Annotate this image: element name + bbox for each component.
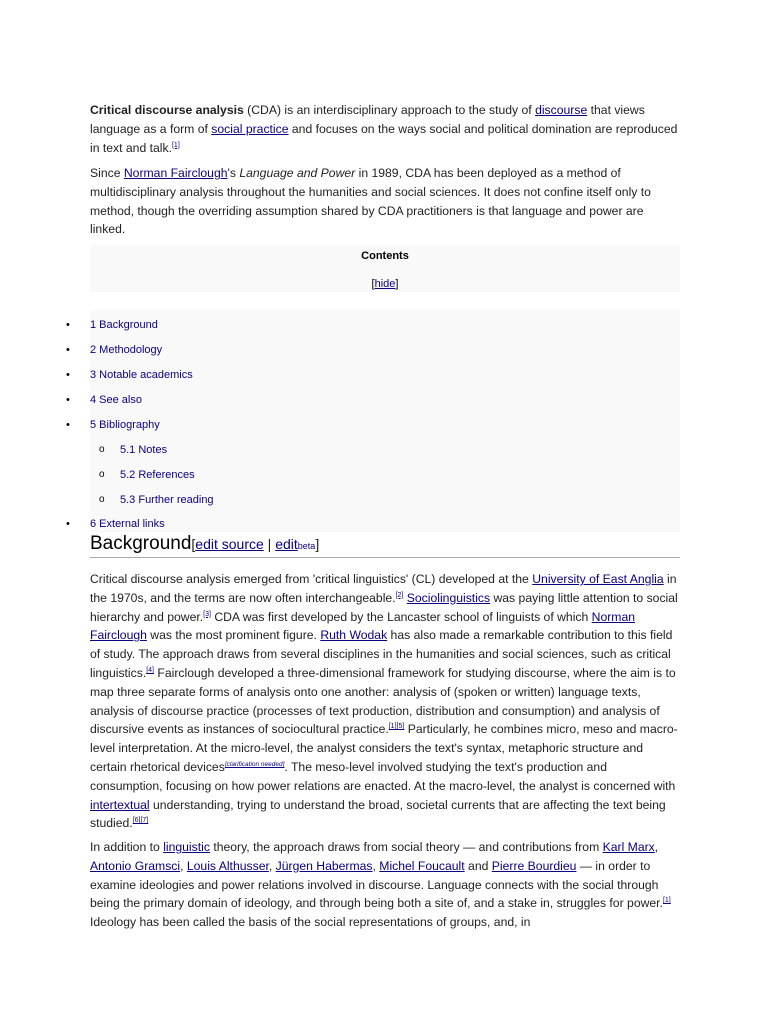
toc-item-bibliography[interactable]: 5 Bibliography bbox=[90, 419, 160, 431]
link-linguistic[interactable]: linguistic bbox=[163, 840, 210, 854]
link-karl-marx[interactable]: Karl Marx bbox=[602, 840, 655, 854]
text: 's bbox=[227, 166, 240, 180]
bracket-open: [ bbox=[371, 278, 375, 290]
citation-1b[interactable]: [1] bbox=[662, 897, 671, 905]
citation-2[interactable]: [2] bbox=[395, 591, 404, 599]
text: that views language as a form of bbox=[90, 103, 645, 136]
edit-links bbox=[191, 536, 319, 552]
text: in the 1970s, and the terms are now often interchangeable. bbox=[90, 572, 677, 605]
toc-item-notable-academics[interactable]: 3 Notable academics bbox=[90, 369, 193, 381]
citation-4[interactable]: [4] bbox=[146, 666, 155, 674]
list-bullet: • bbox=[66, 419, 70, 431]
background-paragraph-2 bbox=[90, 838, 680, 932]
text: has also made a remarkable contribution to this field of study. The approach draws from several disciplines in the humanities and social sciences, such as critical linguistics. bbox=[90, 628, 673, 680]
link-norman-fairclough-2[interactable]: Norman Fairclough bbox=[90, 609, 636, 643]
bracket-close: ] bbox=[395, 278, 399, 290]
link-michel-foucault[interactable]: Michel Foucault bbox=[379, 858, 465, 873]
text: In addition to bbox=[90, 840, 164, 854]
background-paragraph-1 bbox=[90, 570, 680, 833]
citation-3[interactable]: [3] bbox=[203, 610, 211, 618]
text: in 1989, CDA has been deployed as a method of multidisciplinary analysis throughout the humanities and social sciences. It does not confine itself only to method, though the overriding assumption shared by CDA practitioners is that language and power are linked. bbox=[90, 166, 651, 237]
toc-title: Contents bbox=[361, 250, 409, 262]
list-bullet: • bbox=[66, 319, 70, 331]
text: . The meso-level involved studying the text's production and consumption, focusing on how power relations are enacted. At the macro-level, the analyst is concerned with bbox=[90, 759, 676, 793]
link-social-practice[interactable]: social practice bbox=[211, 121, 289, 136]
text: understanding, trying to understand the broad, societal currents that are affecting the text being studied. bbox=[90, 797, 666, 831]
toc-hide-control bbox=[90, 278, 680, 290]
separator: | bbox=[263, 536, 276, 552]
citation-1[interactable]: [1] bbox=[171, 141, 180, 149]
list-bullet: • bbox=[66, 369, 70, 381]
text: was paying little attention to social hierarchy and power. bbox=[90, 590, 678, 624]
link-uea[interactable]: University of East Anglia bbox=[532, 572, 664, 586]
list-bullet: • bbox=[66, 344, 70, 356]
citation-6-7[interactable]: [6][7] bbox=[132, 817, 149, 825]
book-title: Language and Power bbox=[239, 166, 356, 180]
edit-link[interactable]: edit bbox=[275, 536, 298, 552]
sub-list-bullet: o bbox=[99, 494, 105, 505]
toc-item-external-links[interactable]: 6 External links bbox=[90, 518, 165, 530]
toc-item-methodology[interactable]: 2 Methodology bbox=[90, 344, 163, 356]
edit-source-link[interactable]: edit source bbox=[195, 536, 264, 552]
intro-paragraph-2 bbox=[90, 164, 680, 239]
toc-item-background[interactable]: 1 Background bbox=[90, 319, 158, 331]
text: , bbox=[372, 858, 380, 873]
beta-label: beta bbox=[297, 541, 316, 551]
text: and bbox=[464, 858, 492, 873]
text: CDA was first developed by the Lancaster school of linguists of which bbox=[210, 609, 592, 624]
link-sociolinguistics[interactable]: Sociolinguistics bbox=[406, 590, 491, 605]
toc-item-references[interactable]: 5.2 References bbox=[120, 469, 195, 481]
link-jurgen-habermas[interactable]: Jürgen Habermas bbox=[275, 858, 373, 873]
link-norman-fairclough[interactable]: Norman Fairclough bbox=[123, 166, 228, 180]
list-bullet: • bbox=[66, 394, 70, 406]
text: and focuses on the ways social and political domination are reproduced in text and talk. bbox=[90, 121, 678, 155]
text: — in order to examine ideologies and power relations involved in discourse. Language connects with the social through being the primary domain of ideology, and through being both a site of, and a stake in, struggles for power. bbox=[90, 858, 663, 911]
intro-paragraph-1 bbox=[90, 101, 680, 157]
text: , bbox=[180, 858, 187, 873]
bracket-open: [ bbox=[191, 536, 196, 552]
toc-item-notes[interactable]: 5.1 Notes bbox=[120, 444, 168, 456]
sub-list-bullet: o bbox=[99, 469, 105, 480]
toc-hide-link[interactable]: hide bbox=[374, 278, 396, 290]
text: was the most prominent figure. bbox=[146, 628, 321, 643]
sub-list-bullet: o bbox=[99, 444, 105, 455]
link-pierre-bourdieu[interactable]: Pierre Bourdieu bbox=[491, 858, 577, 873]
clarification-needed-link[interactable]: [clarification needed] bbox=[224, 760, 285, 768]
link-antonio-gramsci[interactable]: Antonio Gramsci bbox=[90, 858, 181, 873]
bracket-close: ] bbox=[315, 536, 320, 552]
link-louis-althusser[interactable]: Louis Althusser bbox=[186, 858, 269, 873]
text: Critical discourse analysis emerged from 'critical linguistics' (CL) developed at the bbox=[90, 572, 533, 586]
text: , bbox=[654, 840, 659, 854]
link-discourse[interactable]: discourse bbox=[535, 103, 588, 117]
toc-item-see-also[interactable]: 4 See also bbox=[90, 394, 142, 406]
text: theory, the approach draws from social theory — and contributions from bbox=[209, 840, 603, 854]
text: (CDA) is an interdisciplinary approach to the study of bbox=[243, 103, 536, 117]
citation-1-5[interactable]: [1][5] bbox=[388, 723, 405, 731]
list-bullet: • bbox=[66, 518, 70, 530]
term-bold: Critical discourse analysis bbox=[90, 103, 244, 117]
text: Ideology has been called the basis of the social representations of groups, and, in bbox=[90, 915, 531, 930]
link-ruth-wodak[interactable]: Ruth Wodak bbox=[320, 628, 388, 643]
section-title: Background bbox=[90, 533, 192, 554]
text: , bbox=[268, 858, 276, 873]
section-heading-background bbox=[90, 533, 680, 558]
text: Since bbox=[90, 166, 124, 180]
toc-item-further-reading[interactable]: 5.3 Further reading bbox=[120, 494, 214, 506]
link-intertextual[interactable]: intertextual bbox=[90, 797, 150, 812]
text: Fairclough developed a three-dimensional framework for studying discourse, where the aim is to map three separate forms of analysis onto one another: analysis of (spoken or written) language texts, analysis of discourse practice (processes of text production, distribution and consumption) and analysis of discursive events as instances of sociocultural practice. bbox=[90, 665, 676, 737]
text: Particularly, he combines micro, meso and macro-level interpretation. At the micro-level, the analyst considers the text's syntax, metaphoric structure and certain rhetorical devices bbox=[90, 722, 678, 774]
